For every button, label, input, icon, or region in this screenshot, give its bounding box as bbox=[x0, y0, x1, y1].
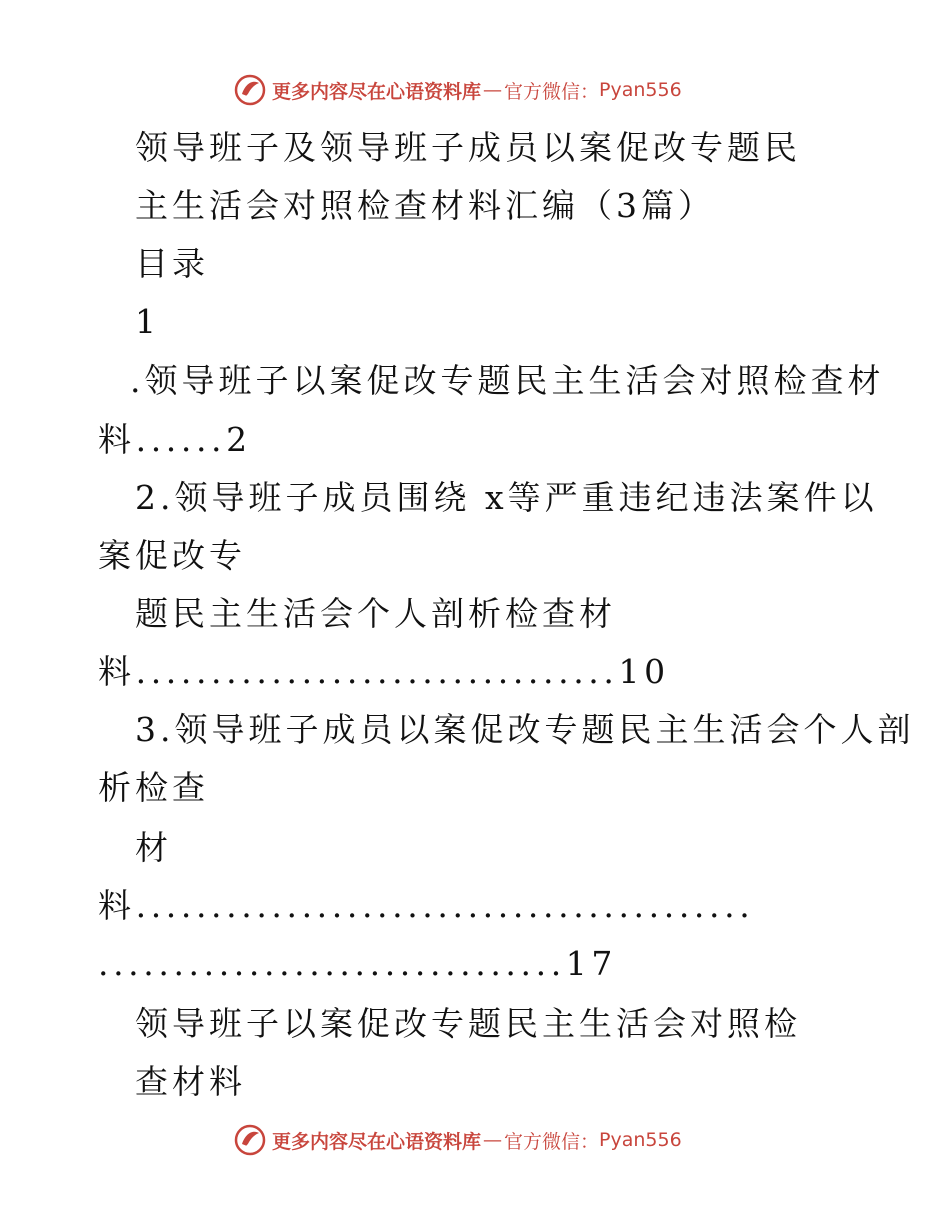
watermark-official-label: 官方微信： bbox=[504, 80, 600, 103]
toc-heading: 目录 bbox=[135, 244, 209, 283]
document-title-line-2: 主生活会对照检查材料汇编（3篇） bbox=[135, 186, 715, 225]
watermark-dash: — bbox=[483, 79, 503, 101]
watermark-official-label: 官方微信： bbox=[504, 1130, 600, 1153]
section-title-line-2: 查材料 bbox=[135, 1062, 246, 1101]
brand-logo-icon bbox=[234, 74, 266, 106]
watermark-header bbox=[234, 72, 682, 108]
toc-item-1-line-2: 料......2 bbox=[98, 420, 252, 459]
toc-item-3-line-2: 析检查 bbox=[98, 768, 209, 807]
watermark-wechat-id: Pyan556 bbox=[599, 79, 682, 101]
toc-item-3-line-5: ...............................17 bbox=[98, 944, 617, 983]
toc-item-3-line-4: 料......................................... bbox=[98, 886, 755, 925]
section-title-line-1: 领导班子以案促改专题民主生活会对照检 bbox=[135, 1004, 801, 1043]
toc-item-1-number: 1 bbox=[135, 302, 160, 341]
toc-item-3-line-3: 材 bbox=[135, 828, 172, 867]
toc-item-2-line-1: 2.领导班子成员围绕 x等严重违纪违法案件以 bbox=[135, 478, 878, 517]
watermark-dash: — bbox=[483, 1129, 503, 1151]
toc-item-3-line-1: 3.领导班子成员以案促改专题民主生活会个人剖 bbox=[135, 710, 915, 749]
watermark-site-text: 更多内容尽在心语资料库 bbox=[272, 1130, 482, 1153]
toc-item-1-line-1: .领导班子以案促改专题民主生活会对照检查材 bbox=[130, 361, 885, 400]
watermark-footer bbox=[234, 1122, 682, 1158]
toc-item-2-line-3: 题民主生活会个人剖析检查材 bbox=[135, 594, 616, 633]
document-title-line-1: 领导班子及领导班子成员以案促改专题民 bbox=[135, 128, 801, 167]
watermark-site-text: 更多内容尽在心语资料库 bbox=[272, 80, 482, 103]
toc-item-2-line-2: 案促改专 bbox=[98, 536, 246, 575]
brand-logo-icon bbox=[234, 1124, 266, 1156]
toc-item-2-line-4: 料................................10 bbox=[98, 652, 670, 691]
watermark-wechat-id: Pyan556 bbox=[599, 1129, 682, 1151]
